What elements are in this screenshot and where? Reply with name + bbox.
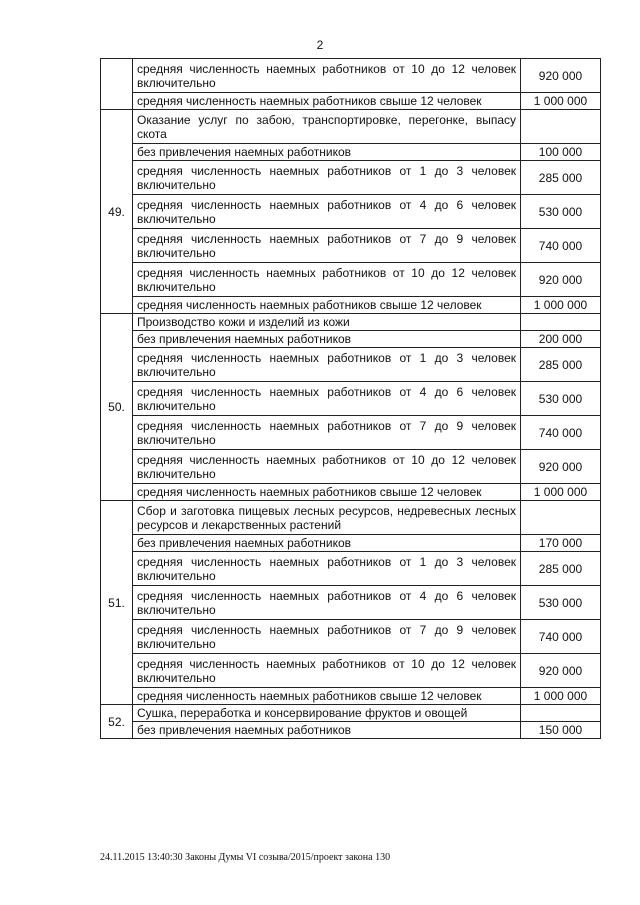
row-description: средняя численность наемных работников от 1 до 3 человек включительно [133, 161, 521, 195]
table-row [101, 450, 601, 484]
row-value: 285 000 [521, 552, 601, 586]
row-value: 740 000 [521, 620, 601, 654]
row-value: 920 000 [521, 450, 601, 484]
row-description: средняя численность наемных работников от 4 до 6 человек включительно [133, 586, 521, 620]
row-description: средняя численность наемных работников свыше 12 человек [133, 688, 521, 705]
section-number: 52. [101, 705, 133, 739]
table-row [101, 263, 601, 297]
section-title: Сбор и заготовка пищевых лесных ресурсов, недревесных лесных ресурсов и лекарственных растений [133, 501, 521, 535]
section-title-value-cell [521, 110, 601, 144]
section-title: Оказание услуг по забою, транспортировке, перегонке, выпасу скота [133, 110, 521, 144]
row-description: средняя численность наемных работников от 10 до 12 человек включительно [133, 450, 521, 484]
row-value: 920 000 [521, 59, 601, 93]
section-title-value-cell [521, 501, 601, 535]
table-row [101, 416, 601, 450]
row-description: средняя численность наемных работников от 1 до 3 человек включительно [133, 348, 521, 382]
table-row [101, 688, 601, 705]
table-row [101, 348, 601, 382]
rates-table [100, 58, 601, 739]
row-description: средняя численность наемных работников от 4 до 6 человек включительно [133, 195, 521, 229]
section-number: 50. [101, 314, 133, 501]
row-value: 1 000 000 [521, 297, 601, 314]
row-description: без привлечения наемных работников [133, 722, 521, 739]
row-description: средняя численность наемных работников от 10 до 12 человек включительно [133, 59, 521, 93]
row-description: без привлечения наемных работников [133, 535, 521, 552]
row-description: средняя численность наемных работников от 4 до 6 человек включительно [133, 382, 521, 416]
section-title-row [101, 501, 601, 535]
section-number: 51. [101, 501, 133, 705]
section-title-value-cell [521, 705, 601, 722]
footer-stamp: 24.11.2015 13:40:30 Законы Думы VI созыва/2015/проект закона 130 [100, 852, 391, 863]
section-title: Производство кожи и изделий из кожи [133, 314, 521, 331]
row-value: 1 000 000 [521, 484, 601, 501]
row-value: 1 000 000 [521, 93, 601, 110]
row-value: 285 000 [521, 161, 601, 195]
table-row [101, 297, 601, 314]
section-title-row [101, 110, 601, 144]
table-row [101, 535, 601, 552]
table-row [101, 331, 601, 348]
table-row [101, 195, 601, 229]
table-row [101, 620, 601, 654]
table-row [101, 552, 601, 586]
row-value: 530 000 [521, 586, 601, 620]
table-row [101, 93, 601, 110]
section-title: Сушка, переработка и консервирование фруктов и овощей [133, 705, 521, 722]
row-description: средняя численность наемных работников от 7 до 9 человек включительно [133, 416, 521, 450]
table-row [101, 382, 601, 416]
row-description: средняя численность наемных работников от 10 до 12 человек включительно [133, 654, 521, 688]
section-title-row [101, 705, 601, 722]
row-value: 920 000 [521, 654, 601, 688]
row-description: средняя численность наемных работников от 10 до 12 человек включительно [133, 263, 521, 297]
row-description: средняя численность наемных работников свыше 12 человек [133, 484, 521, 501]
row-description: средняя численность наемных работников от 1 до 3 человек включительно [133, 552, 521, 586]
page-number: 2 [316, 38, 324, 52]
row-value: 200 000 [521, 331, 601, 348]
row-value: 100 000 [521, 144, 601, 161]
table-row [101, 161, 601, 195]
section-title-value-cell [521, 314, 601, 331]
table-row [101, 229, 601, 263]
row-value: 920 000 [521, 263, 601, 297]
table-row [101, 654, 601, 688]
row-description: без привлечения наемных работников [133, 331, 521, 348]
row-value: 740 000 [521, 416, 601, 450]
row-value: 530 000 [521, 382, 601, 416]
row-description: средняя численность наемных работников свыше 12 человек [133, 297, 521, 314]
section-title-row [101, 314, 601, 331]
row-value: 170 000 [521, 535, 601, 552]
table-row [101, 722, 601, 739]
section-number-cell [101, 59, 133, 110]
table-row [101, 484, 601, 501]
row-value: 285 000 [521, 348, 601, 382]
table-row [101, 59, 601, 93]
row-description: без привлечения наемных работников [133, 144, 521, 161]
row-value: 530 000 [521, 195, 601, 229]
row-description: средняя численность наемных работников свыше 12 человек [133, 93, 521, 110]
table-row [101, 586, 601, 620]
row-value: 1 000 000 [521, 688, 601, 705]
table-row [101, 144, 601, 161]
row-description: средняя численность наемных работников от 7 до 9 человек включительно [133, 229, 521, 263]
row-description: средняя численность наемных работников от 7 до 9 человек включительно [133, 620, 521, 654]
row-value: 150 000 [521, 722, 601, 739]
row-value: 740 000 [521, 229, 601, 263]
section-number: 49. [101, 110, 133, 314]
